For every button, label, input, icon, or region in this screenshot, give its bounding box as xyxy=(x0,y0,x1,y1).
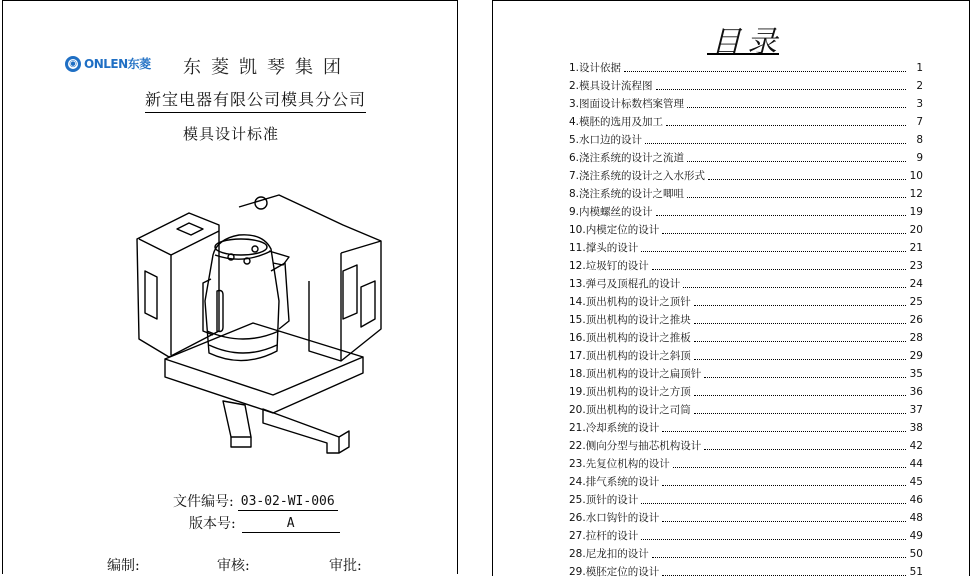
toc-item[interactable] xyxy=(569,453,923,471)
toc-item[interactable] xyxy=(569,381,923,399)
toc-item-label: 8.浇注系统的设计之唧咀 xyxy=(569,188,685,200)
toc-item[interactable] xyxy=(569,183,923,201)
toc-item-label: 26.水口钩针的设计 xyxy=(569,512,660,524)
toc-item-page: 37 xyxy=(909,404,923,416)
toc-item-label: 4.模胚的选用及加工 xyxy=(569,116,664,128)
toc-item-page: 23 xyxy=(909,260,923,272)
toc-item-page: 10 xyxy=(909,170,923,182)
toc-item-label: 16.顶出机构的设计之推板 xyxy=(569,332,691,344)
toc-leader-dots xyxy=(687,106,906,108)
toc-leader-dots xyxy=(694,304,906,306)
toc-leader-dots xyxy=(708,178,906,180)
toc-item-page: 36 xyxy=(909,386,923,398)
logo-text: ONLEN东菱 xyxy=(84,57,151,71)
toc-item-page: 28 xyxy=(909,332,923,344)
toc-item[interactable] xyxy=(569,417,923,435)
toc-item-label: 28.尼龙扣的设计 xyxy=(569,548,649,560)
toc-item[interactable] xyxy=(569,165,923,183)
sign-field-review: 审核: xyxy=(217,558,250,574)
toc-leader-dots xyxy=(645,142,906,144)
toc-leader-dots xyxy=(687,160,906,162)
toc-leader-dots xyxy=(656,214,906,216)
toc-item-label: 10.内模定位的设计 xyxy=(569,224,660,236)
toc-item[interactable] xyxy=(569,219,923,237)
toc-title-underline xyxy=(707,53,779,55)
toc-page xyxy=(492,0,970,576)
doc-number-row xyxy=(173,491,338,511)
toc-item[interactable] xyxy=(569,345,923,363)
toc-item[interactable] xyxy=(569,273,923,291)
version-value: A xyxy=(242,516,340,533)
toc-item[interactable] xyxy=(569,489,923,507)
toc-item-label: 2.模具设计流程图 xyxy=(569,80,653,92)
toc-item-label: 27.拉杆的设计 xyxy=(569,530,639,542)
toc-leader-dots xyxy=(694,412,906,414)
doc-number-value: 03-02-WI-006 xyxy=(238,494,338,511)
toc-item[interactable] xyxy=(569,57,923,75)
toc-leader-dots xyxy=(656,88,906,90)
toc-leader-dots xyxy=(694,358,906,360)
toc-item-label: 6.浇注系统的设计之流道 xyxy=(569,152,685,164)
toc-item-label: 19.顶出机构的设计之方顶 xyxy=(569,386,691,398)
toc-item[interactable] xyxy=(569,201,923,219)
toc-item-label: 20.顶出机构的设计之司筒 xyxy=(569,404,691,416)
toc-item[interactable] xyxy=(569,363,923,381)
toc-item-label: 29.模胚定位的设计 xyxy=(569,566,660,578)
toc-leader-dots xyxy=(683,286,906,288)
toc-item[interactable] xyxy=(569,291,923,309)
toc-item-page: 46 xyxy=(909,494,923,506)
toc-item[interactable] xyxy=(569,75,923,93)
toc-item[interactable] xyxy=(569,471,923,489)
toc-item[interactable] xyxy=(569,111,923,129)
logo-circle-icon: ◉ xyxy=(65,56,81,72)
toc-item-page: 45 xyxy=(909,476,923,488)
toc-leader-dots xyxy=(662,484,906,486)
toc-item[interactable] xyxy=(569,255,923,273)
toc-item-page: 35 xyxy=(909,368,923,380)
toc-item-label: 21.冷却系统的设计 xyxy=(569,422,660,434)
toc-item[interactable] xyxy=(569,309,923,327)
toc-leader-dots xyxy=(641,502,906,504)
version-row xyxy=(189,513,340,533)
toc-item[interactable] xyxy=(569,129,923,147)
toc-item-page: 48 xyxy=(909,512,923,524)
toc-item-label: 24.排气系统的设计 xyxy=(569,476,660,488)
document-title: 模具设计标准 xyxy=(183,125,280,143)
mold-illustration xyxy=(113,191,403,471)
toc-item-label: 15.顶出机构的设计之推块 xyxy=(569,314,691,326)
toc-item-label: 13.弹弓及顶棍孔的设计 xyxy=(569,278,681,290)
toc-item-label: 14.顶出机构的设计之顶针 xyxy=(569,296,691,308)
toc-item-label: 23.先复位机构的设计 xyxy=(569,458,670,470)
toc-leader-dots xyxy=(624,70,906,72)
toc-item-label: 12.垃圾钉的设计 xyxy=(569,260,649,272)
toc-item-page: 2 xyxy=(916,80,923,92)
toc-item-label: 11.撑头的设计 xyxy=(569,242,639,254)
toc-item-page: 49 xyxy=(909,530,923,542)
company-name: 新宝电器有限公司模具分公司 xyxy=(145,87,366,113)
toc-leader-dots xyxy=(694,322,906,324)
toc-item-label: 5.水口边的设计 xyxy=(569,134,643,146)
toc-item-page: 12 xyxy=(909,188,923,200)
doc-number-label: 文件编号: xyxy=(173,494,234,510)
toc-leader-dots xyxy=(641,250,906,252)
toc-leader-dots xyxy=(666,124,906,126)
toc-item-label: 22.侧向分型与抽芯机构设计 xyxy=(569,440,702,452)
toc-leader-dots xyxy=(687,196,906,198)
version-label: 版本号: xyxy=(189,516,236,532)
toc-leader-dots xyxy=(662,430,906,432)
toc-item-page: 24 xyxy=(909,278,923,290)
toc-item-page: 26 xyxy=(909,314,923,326)
toc-item[interactable] xyxy=(569,543,923,561)
toc-item[interactable] xyxy=(569,93,923,111)
toc-leader-dots xyxy=(704,448,906,450)
toc-title: 目录 xyxy=(711,25,783,60)
toc-item-label: 9.内模螺丝的设计 xyxy=(569,206,653,218)
toc-item-label: 25.顶针的设计 xyxy=(569,494,639,506)
toc-item[interactable] xyxy=(569,507,923,525)
toc-item-page: 7 xyxy=(916,116,923,128)
toc-leader-dots xyxy=(694,340,906,342)
toc-item-label: 3.图面设计标数档案管理 xyxy=(569,98,685,110)
toc-item[interactable] xyxy=(569,147,923,165)
group-name: 东菱凯琴集团 xyxy=(183,57,351,78)
toc-item-page: 29 xyxy=(909,350,923,362)
toc-leader-dots xyxy=(673,466,906,468)
toc-item-page: 50 xyxy=(909,548,923,560)
toc-leader-dots xyxy=(662,520,906,522)
cover-page xyxy=(2,0,458,574)
toc-item-page: 9 xyxy=(916,152,923,164)
toc-item-page: 51 xyxy=(909,566,923,578)
toc-leader-dots xyxy=(652,556,906,558)
toc-item-page: 8 xyxy=(916,134,923,146)
sign-field-approve: 审批: xyxy=(329,558,362,574)
toc-leader-dots xyxy=(694,394,906,396)
toc-item[interactable] xyxy=(569,399,923,417)
toc-item-page: 44 xyxy=(909,458,923,470)
toc-item[interactable] xyxy=(569,435,923,453)
toc-item-label: 1.设计依据 xyxy=(569,62,622,74)
toc-leader-dots xyxy=(662,232,906,234)
toc-item-page: 20 xyxy=(909,224,923,236)
toc-item-label: 18.顶出机构的设计之扁顶针 xyxy=(569,368,702,380)
toc-item-page: 38 xyxy=(909,422,923,434)
toc-leader-dots xyxy=(704,376,906,378)
toc-item-page: 1 xyxy=(916,62,923,74)
toc-item-label: 7.浇注系统的设计之入水形式 xyxy=(569,170,706,182)
toc-item[interactable] xyxy=(569,237,923,255)
toc-item-page: 3 xyxy=(916,98,923,110)
company-logo xyxy=(65,55,151,72)
toc-item-page: 25 xyxy=(909,296,923,308)
toc-leader-dots xyxy=(652,268,906,270)
toc-leader-dots xyxy=(641,538,906,540)
toc-list xyxy=(569,57,923,579)
toc-item[interactable] xyxy=(569,327,923,345)
toc-item[interactable] xyxy=(569,561,923,579)
toc-item[interactable] xyxy=(569,525,923,543)
toc-item-page: 21 xyxy=(909,242,923,254)
toc-item-page: 42 xyxy=(909,440,923,452)
toc-item-page: 19 xyxy=(909,206,923,218)
sign-field-compile: 编制: xyxy=(107,558,140,574)
toc-item-label: 17.顶出机构的设计之斜顶 xyxy=(569,350,691,362)
